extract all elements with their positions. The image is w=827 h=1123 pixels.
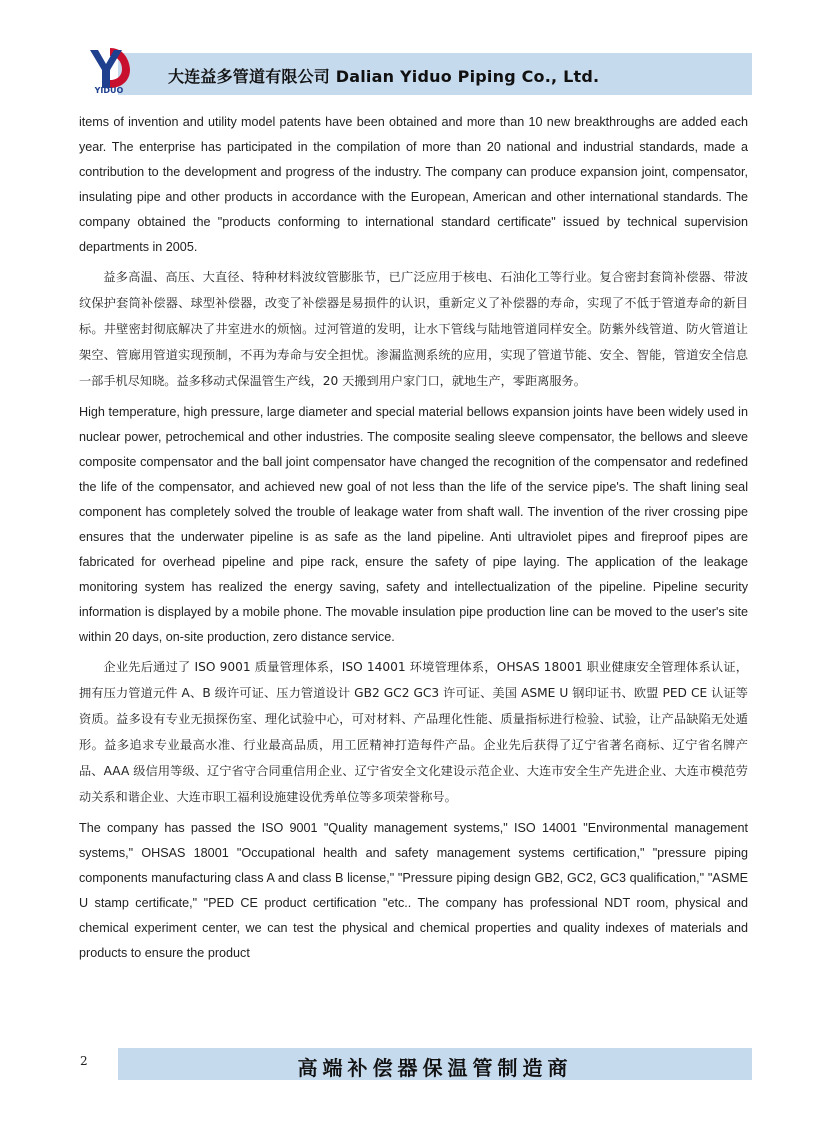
paragraph-en-certifications: The company has passed the ISO 9001 "Quality management systems," ISO 14001 "Environmental management systems," OHSAS 18001 "Occupational health and safety management systems certification," "pressure piping components manufacturing class A and class B license," "Pressure piping design GB2, GC2, GC3 qualification," "ASME U stamp certificate," "PED CE product certification "etc.. The company has professional NDT room, physical and chemical experiment center, we can test the physical and chemical properties and quality indexes of materials and products to ensure the product xyxy=(79,821,748,960)
paragraph-cn-products: 益多高温、高压、大直径、特种材料波纹管膨胀节，已广泛应用于核电、石油化工等行业。复合密封套筒补偿器、带波纹保护套筒补偿器、球型补偿器，改变了补偿器是易损件的认识，重新定义了补偿器的寿命，实现了不低于管道寿命的新目标。井壁密封彻底解决了井室进水的烦恼。过河管道的发明，让水下管线与陆地管道同样安全。防紫外线管道、防火管道让架空、管廊用管道实现预制，不再为寿命与安全担忧。渗漏监测系统的应用，实现了管道节能、安全、智能，管道安全信息一部手机尽知晓。益多移动式保温管生产线，20 天搬到用户家门口，就地生产，零距离服务。 xyxy=(79,270,748,388)
paragraph-en-patents: items of invention and utility model patents have been obtained and more than 10 new breakthroughs are added each year. The enterprise has participated in the compilation of more than 20 national and industrial standards, made a contribution to the development and progress of the industry. The company can produce expansion joint, compensator, insulating pipe and other products in accordance with the European, American and other international standards. The company obtained the "products conforming to international standard certificate" issued by technical supervision departments in 2005. xyxy=(79,115,748,254)
page-content xyxy=(79,110,748,970)
paragraph-en-products: High temperature, high pressure, large diameter and special material bellows expansion joints have been widely used in nuclear power, petrochemical and other industries. The composite sealing sleeve compensator, the bellows and sleeve composite compensator and the ball joint compensator have changed the recognition of the compensator and redefined the life of the compensator, and achieved new goal of not less than the life of the service pipe's. The shaft lining seal component has completely solved the trouble of leakage water from shaft wall. The invention of the river crossing pipe ensures that the underwater pipeline is as safe as the land pipeline. Anti ultraviolet pipes and fireproof pipes are fabricated for overhead pipeline and pipe rack, ensure the safety of pipe laying. The application of the leakage monitoring system has realized the energy saving, safety and intellectualization of the pipeline. Pipeline security information is displayed by a mobile phone. The movable insulation pipe production line can be moved to the user's site within 20 days, on-site production, zero distance service. xyxy=(79,405,748,644)
footer-slogan: 高端补偿器保温管制造商 xyxy=(297,1056,573,1080)
company-header-title: 大连益多管道有限公司 Dalian Yiduo Piping Co., Ltd. xyxy=(168,67,600,86)
paragraph-cn-certifications: 企业先后通过了 ISO 9001 质量管理体系，ISO 14001 环境管理体系，OHSAS 18001 职业健康安全管理体系认证，拥有压力管道元件 A、B 级许可证、压力管道设计 GB2 GC2 GC3 许可证、美国 ASME U 钢印证书、欧盟 PED CE 认证等资质。益多设有专业无损探伤室、理化试验中心，可对材料、产品理化性能、质量指标进行检验、试验，让产品缺陷无处遁形。益多追求专业最高水准、行业最高品质，用工匠精神打造每件产品。企业先后获得了辽宁省著名商标、辽宁省名牌产品、AAA 级信用等级、辽宁省守合同重信用企业、辽宁省安全文化建设示范企业、大连市安全生产先进企业、大连市模范劳动关系和谐企业、大连市职工福利设施建设优秀单位等多项荣誉称号。 xyxy=(79,660,748,804)
logo-text: YIDUO xyxy=(94,86,124,95)
page-number: 2 xyxy=(80,1054,88,1068)
